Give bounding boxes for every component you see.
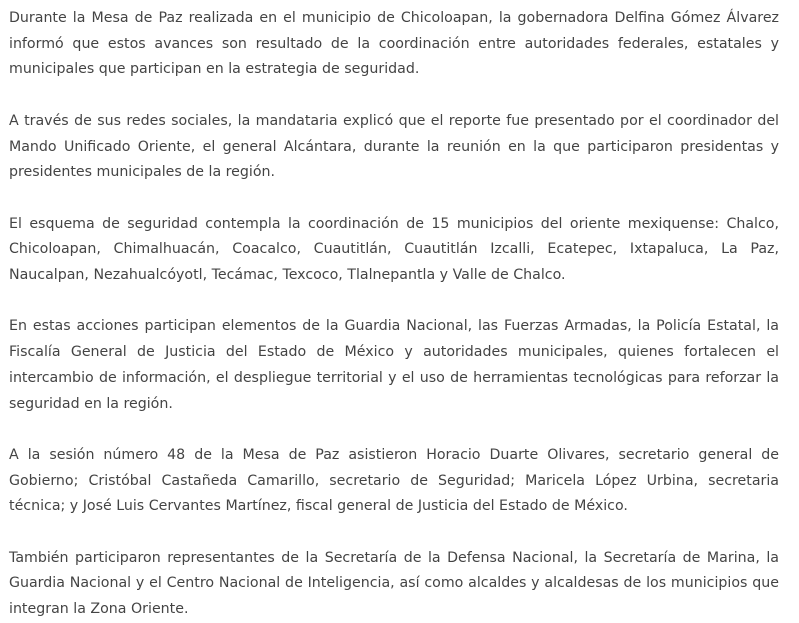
article-body <box>9 0 779 623</box>
article-paragraph: A través de sus redes sociales, la mandataria explicó que el reporte fue presentado por el coordinador del Mando Unificado Oriente, el general Alcántara, durante la reunión en la que participaron presidentas y presidentes municipales de la región. <box>9 112 779 181</box>
article-paragraph: A la sesión número 48 de la Mesa de Paz asistieron Horacio Duarte Olivares, secretario general de Gobierno; Cristóbal Castañeda Camarillo, secretario de Seguridad; Maricela López Urbina, secretaria técnica; y José Luis Cervantes Martínez, fiscal general de Justicia del Estado de México. <box>9 446 779 515</box>
article-paragraph: En estas acciones participan elementos de la Guardia Nacional, las Fuerzas Armadas, la Policía Estatal, la Fiscalía General de Justicia del Estado de México y autoridades municipales, quienes fortalecen el intercambio de información, el despliegue territorial y el uso de herramientas tecnológicas para reforzar la seguridad en la región. <box>9 318 779 412</box>
article-paragraph: El esquema de seguridad contempla la coordinación de 15 municipios del oriente mexiquense: Chalco, Chicoloapan, Chimalhuacán, Coacalco, Cuautitlán, Cuautitlán Izcalli, Ecatepec, Ixtapaluca, La Paz, Naucalpan, Nezahualcóyotl, Tecámac, Texcoco, Tlalnepantla y Valle de Chalco. <box>9 215 779 283</box>
article-paragraph: Durante la Mesa de Paz realizada en el municipio de Chicoloapan, la gobernadora Delfina Gómez Álvarez informó que estos avances son resultado de la coordinación entre autoridades federales, estatales y municipales que participan en la estrategia de seguridad. <box>9 10 779 78</box>
article-paragraph: También participaron representantes de la Secretaría de la Defensa Nacional, la Secretaría de Marina, la Guardia Nacional y el Centro Nacional de Inteligencia, así como alcaldes y alcaldesas de los municipios que integran la Zona Oriente. <box>9 549 779 618</box>
